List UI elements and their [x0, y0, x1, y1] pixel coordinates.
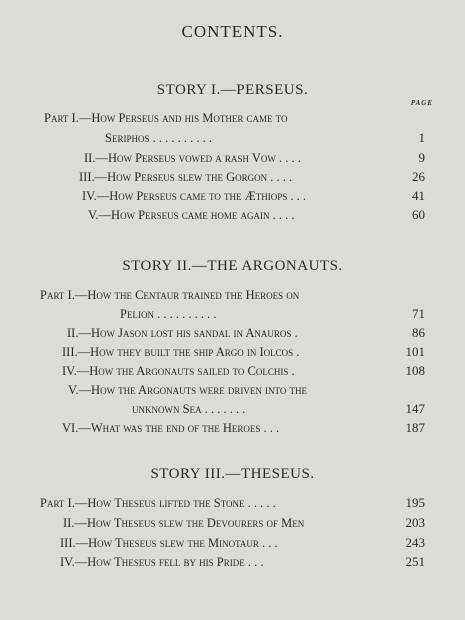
toc-entry: III.—How Theseus slew the Minotaur . . . — [60, 536, 278, 550]
toc-page-number: 101 — [405, 344, 425, 359]
toc-page-number: 251 — [405, 554, 425, 569]
toc-entry: IV.—How Perseus came to the Æthiops . . . — [82, 189, 307, 203]
toc-entry: unknown Sea . . . . . . . — [132, 402, 246, 416]
toc-page-number: 243 — [405, 535, 425, 550]
toc-entry: III.—How Perseus slew the Gorgon . . . . — [79, 170, 293, 184]
toc-entry: II.—How Theseus slew the Devourers of Men — [63, 516, 305, 530]
toc-page-number: 203 — [405, 515, 425, 530]
toc-page-number: 1 — [418, 130, 425, 145]
toc-entry: IV.—How Theseus fell by his Pride . . . — [60, 555, 264, 569]
toc-entry: II.—How Jason lost his sandal in Anauros . — [67, 326, 298, 340]
toc-entry: III.—How they built the ship Argo in Iolcos . — [62, 345, 300, 359]
toc-entry: II.—How Perseus vowed a rash Vow . . . . — [84, 151, 301, 165]
story-title: STORY I.—PERSEUS. — [156, 82, 309, 98]
toc-entry: V.—How Perseus came home again . . . . — [88, 208, 295, 222]
toc-page-number: 195 — [405, 495, 425, 510]
toc-entry: VI.—What was the end of the Heroes . . . — [62, 421, 280, 435]
toc-page-number: 187 — [405, 420, 425, 435]
story-title: STORY II.—THE ARGONAUTS. — [122, 258, 343, 274]
toc-page-number: 108 — [405, 363, 425, 378]
story-title: STORY III.—THESEUS. — [150, 466, 315, 482]
toc-page-number: 26 — [412, 169, 425, 184]
toc-entry: V.—How the Argonauts were driven into the — [68, 383, 307, 397]
toc-page-number: 9 — [418, 150, 425, 165]
toc-page-number: 71 — [412, 306, 425, 321]
toc-entry: Seriphos . . . . . . . . . . — [105, 131, 212, 145]
toc-page-number: 41 — [412, 188, 425, 203]
toc-entry: IV.—How the Argonauts sailed to Colchis . — [62, 364, 295, 378]
page-title: CONTENTS. — [181, 22, 284, 41]
toc-entry: Part I.—How the Centaur trained the Heroes on — [40, 288, 300, 302]
toc-page-number: 86 — [412, 325, 425, 340]
toc-entry: Part I.—How Theseus lifted the Stone . . . . . — [40, 496, 276, 510]
toc-entry: Pelion . . . . . . . . . . — [120, 307, 217, 321]
toc-page-number: 60 — [412, 207, 425, 222]
toc-page-number: 147 — [405, 401, 425, 416]
page-column-label: PAGE — [410, 99, 433, 107]
toc-entry: Part I.—How Perseus and his Mother came to — [44, 111, 288, 125]
